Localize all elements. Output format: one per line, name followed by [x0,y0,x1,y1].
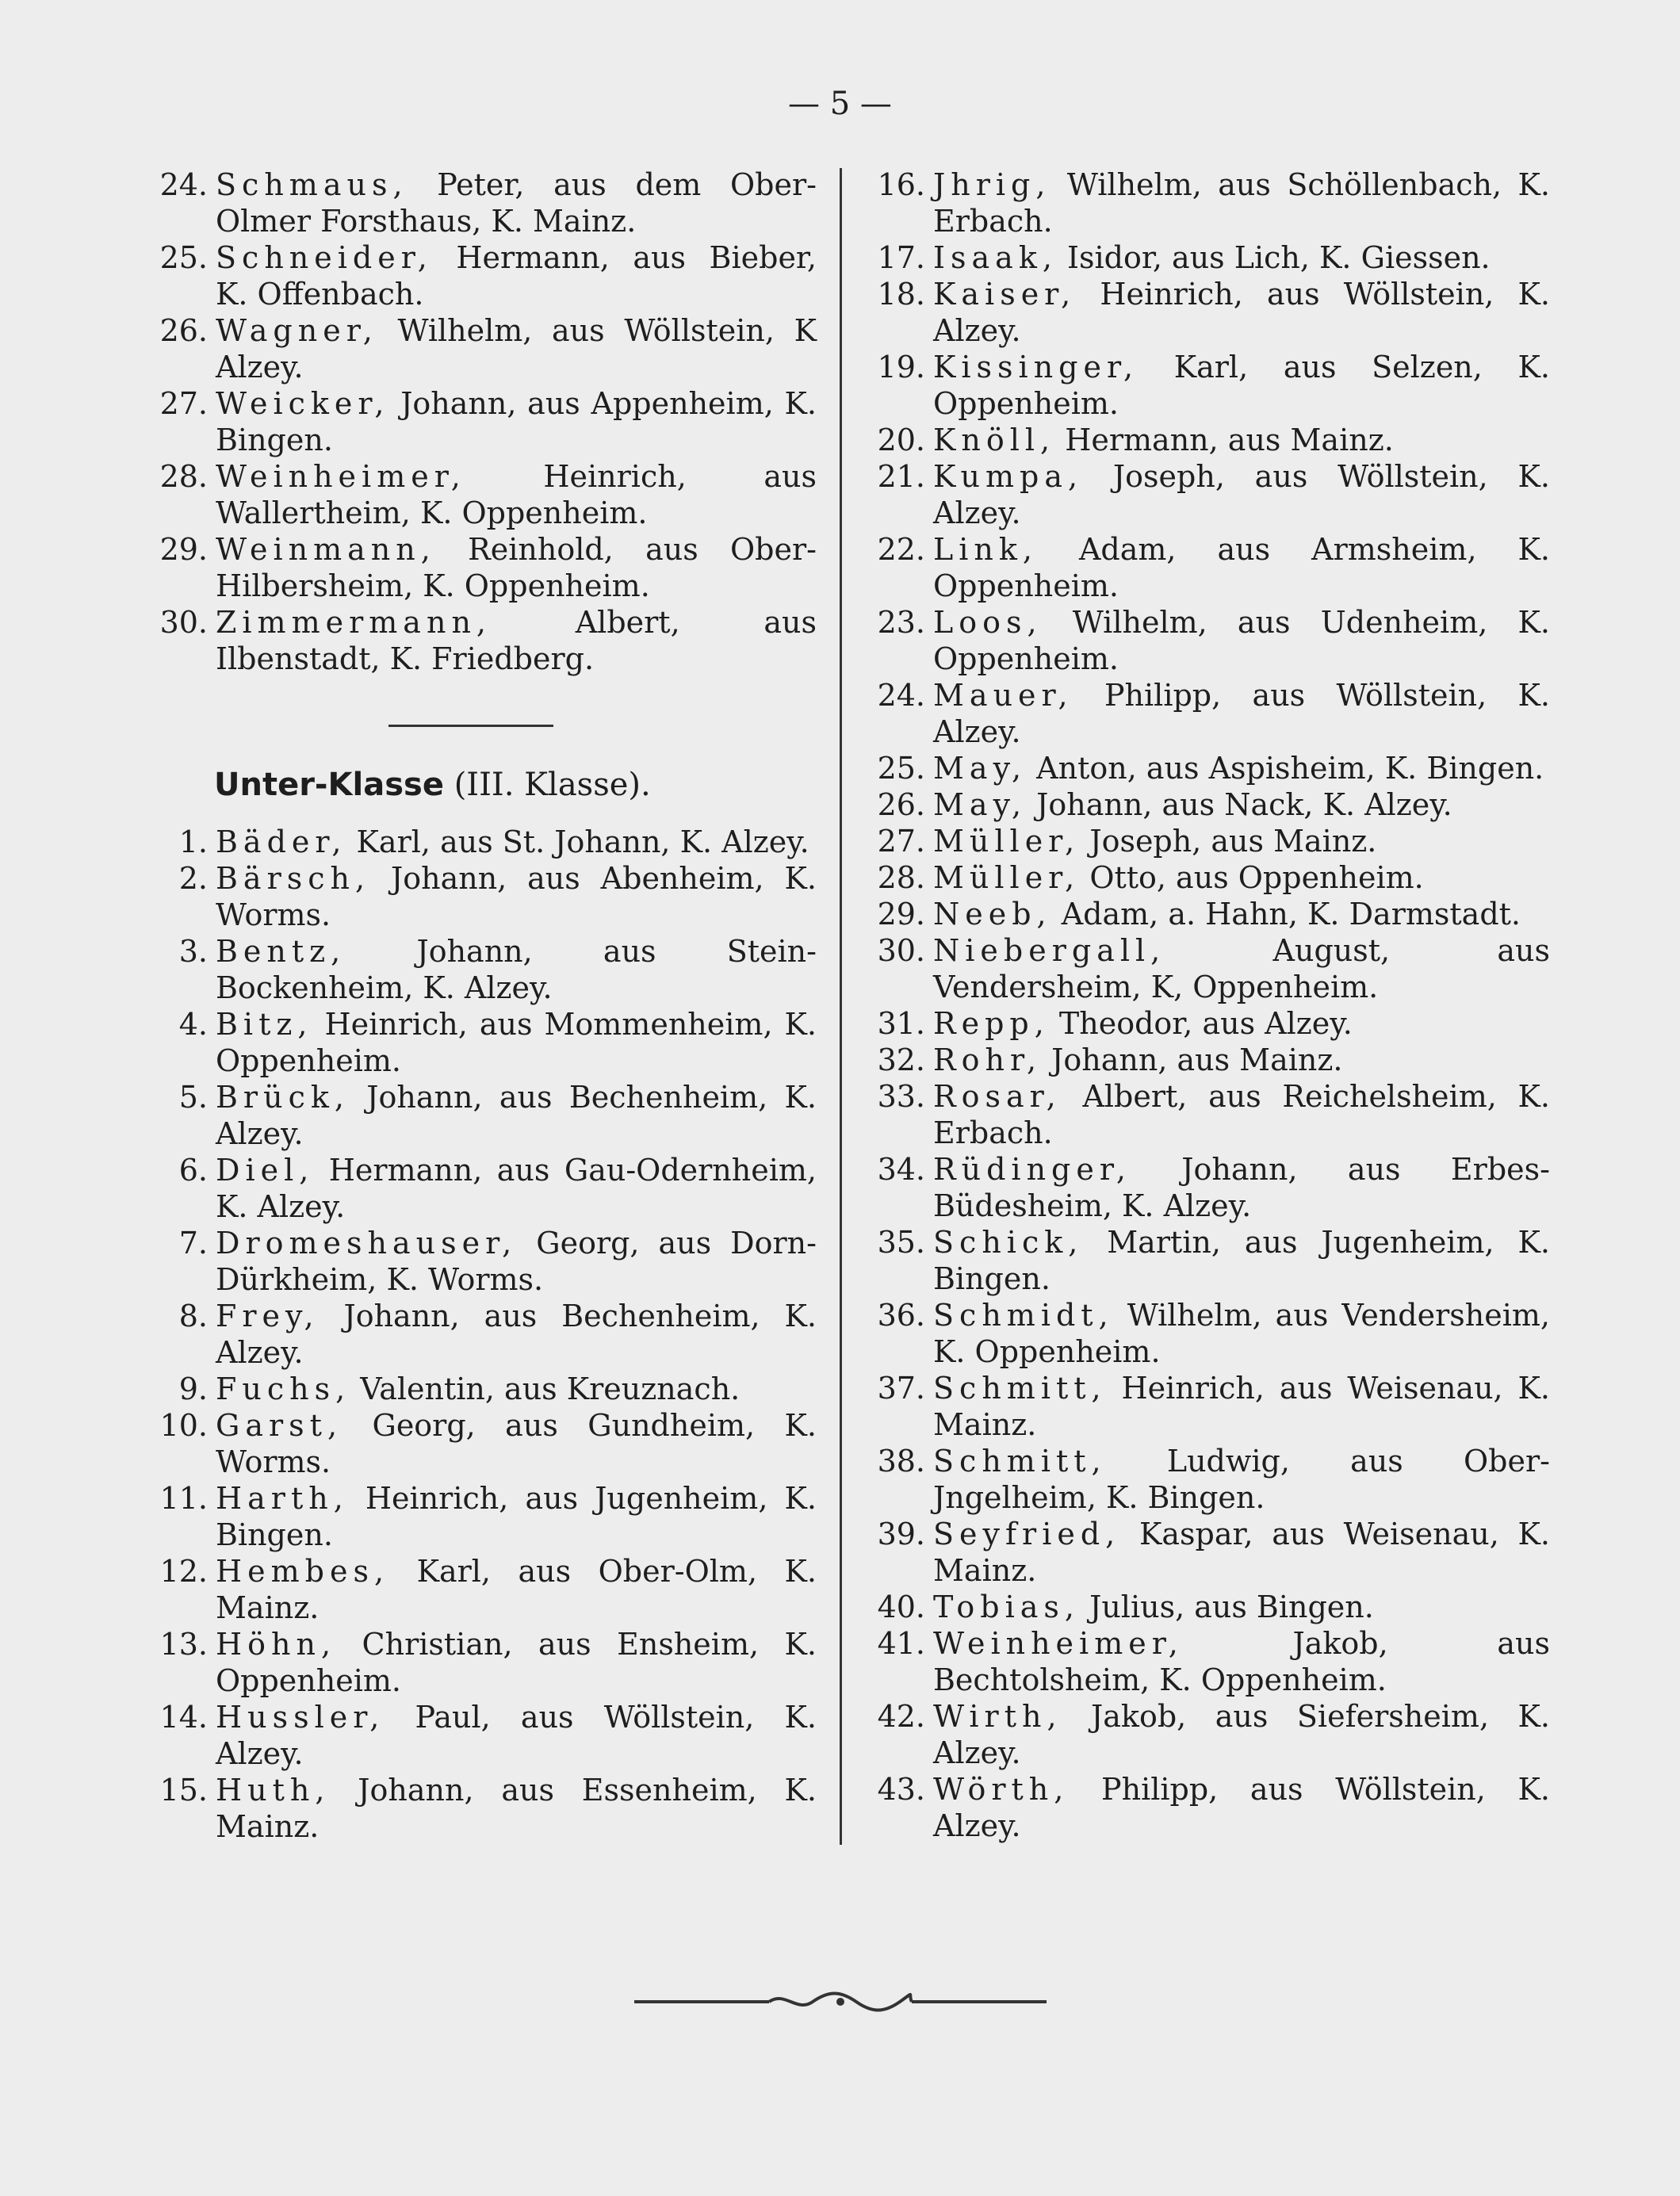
entry-number: 26. [877,787,925,822]
student-details: Martin, aus Jugenheim, K. Bingen. [933,1225,1550,1296]
student-surname: May, [933,787,1028,822]
student-surname: Weicker, [216,386,390,421]
student-details: Heinrich, aus Wöllstein, K. Alzey. [933,277,1550,348]
student-surname: Huth, [216,1773,331,1808]
student-details: Kaspar, aus Weisenau, K. Mainz. [933,1517,1550,1588]
list-item [151,1152,817,1225]
list-item [868,932,1550,1005]
list-item [868,166,1550,239]
student-surname: Hussler, [216,1700,385,1735]
student-surname: Isaak, [933,240,1058,275]
entry-number: 30. [877,933,925,968]
entry-number: 13. [159,1627,208,1662]
student-surname: Bäder, [216,824,347,859]
entry-number: 2. [178,861,208,896]
student-surname: Rüdinger, [933,1152,1131,1187]
list-item [868,276,1550,349]
list-item [151,860,817,933]
list-item [868,458,1550,531]
student-surname: Kumpa, [933,459,1084,494]
student-surname: Kaiser, [933,277,1077,312]
list-item [151,385,817,458]
page-number: — 5 — [788,86,892,122]
list-item [151,1772,817,1845]
section-divider-rule [388,725,553,727]
student-surname: Frey, [216,1299,320,1333]
list-item [151,458,817,531]
student-surname: Höhn, [216,1627,337,1662]
student-details: Heinrich, aus Jugenheim, K. Bingen. [216,1481,817,1552]
student-surname: Bärsch, [216,861,371,896]
entry-number: 26. [159,313,208,348]
entry-number: 24. [877,678,925,713]
student-details: Reinhold, aus Ober-Hilbersheim, K. Oppenheim. [216,532,817,603]
student-surname: Repp, [933,1006,1050,1041]
list-item [868,1297,1550,1370]
list-item [151,824,817,860]
student-surname: Weinmann, [216,532,436,567]
list-item [868,896,1550,932]
list-item [868,786,1550,823]
student-details: Johann, aus Essenheim, K. Mainz. [216,1773,817,1844]
student-details: Hermann, aus Bieber, K. Offenbach. [216,240,817,312]
entry-number: 34. [877,1152,925,1187]
list-item [151,1298,817,1371]
entry-number: 27. [159,386,208,421]
list-item [868,1078,1550,1151]
student-details: Theodor, aus Alzey. [1049,1006,1353,1041]
entry-number: 37. [877,1371,925,1406]
entry-number: 38. [877,1444,925,1479]
student-details: Hermann, aus Gau-Odernheim, K. Alzey. [216,1153,817,1224]
student-surname: Dromeshauser, [216,1226,518,1261]
entry-number: 42. [877,1699,925,1734]
student-details: Valentin, aus Kreuznach. [350,1372,741,1406]
entry-number: 40. [877,1590,925,1624]
list-item [151,1225,817,1298]
student-details: Philipp, aus Wöllstein, K. Alzey. [933,1772,1550,1843]
entry-number: 29. [877,897,925,932]
student-details: Johann, aus Appenheim, K. Bingen. [216,386,817,457]
list-item [868,859,1550,896]
entry-number: 7. [178,1226,208,1261]
student-surname: Schmitt, [933,1371,1107,1406]
student-details: Paul, aus Wöllstein, K. Alzey. [216,1700,817,1771]
entry-number: 39. [877,1517,925,1551]
student-details: Heinrich, aus Wallertheim, K. Oppenheim. [216,459,817,530]
student-surname: Wirth, [933,1699,1062,1734]
student-details: Georg, aus Gundheim, K. Worms. [216,1408,817,1479]
list-item [868,1625,1550,1698]
list-item [868,531,1550,604]
list-item [868,1771,1550,1844]
student-details: Adam, aus Armsheim, K. Oppenheim. [933,532,1550,603]
entry-number: 1. [178,824,208,859]
entry-number: 12. [159,1554,208,1589]
student-surname: Zimmermann, [216,605,492,640]
student-details: Johann, aus Stein-Bockenheim, K. Alzey. [216,934,817,1005]
student-details: Jakob, aus Bechtolsheim, K. Oppenheim. [933,1626,1550,1697]
student-surname: Schmaus, [216,167,408,202]
student-surname: Bitz, [216,1007,313,1042]
entry-number: 28. [877,860,925,895]
entry-number: 28. [159,459,208,494]
list-item [151,1006,817,1079]
entry-number: 9. [178,1372,208,1406]
list-item [868,349,1550,422]
list-item [151,1079,817,1152]
list-item [868,1005,1550,1042]
student-details: Wilhelm, aus Vendersheim, K. Oppenheim. [933,1298,1550,1369]
list-item [868,823,1550,859]
entry-number: 4. [178,1007,208,1042]
list-item [868,422,1550,458]
list-item [151,312,817,385]
student-surname: Weinheimer, [216,459,466,494]
entry-number: 5. [178,1080,208,1115]
student-details: Joseph, aus Mainz. [1080,824,1377,859]
student-details: Karl, aus Ober-Olm, K. Mainz. [216,1554,817,1625]
student-surname: Seyfried, [933,1517,1121,1551]
entry-number: 18. [877,277,925,312]
student-list-lower-class [151,824,817,1845]
student-surname: Müller, [933,860,1081,895]
student-surname: Niebergall, [933,933,1166,968]
entry-number: 24. [159,167,208,202]
list-item [151,1553,817,1626]
list-item [151,604,817,677]
student-details: Albert, aus Reichelsheim, K. Erbach. [933,1079,1550,1150]
student-surname: Harth, [216,1481,349,1516]
student-surname: Schneider, [216,240,433,275]
student-details: Anton, aus Aspisheim, K. Bingen. [1027,751,1544,786]
ornament-flourish [634,1986,1047,2018]
student-details: Johann, aus Nack, K. Alzey. [1027,787,1452,822]
student-surname: Weinheimer, [933,1626,1184,1661]
list-item [868,1151,1550,1224]
entry-number: 41. [877,1626,925,1661]
student-surname: Diel, [216,1153,315,1188]
student-details: Johann, aus Abenheim, K. Worms. [216,861,817,932]
list-item [151,166,817,239]
entry-number: 30. [159,605,208,640]
student-details: Johann, aus Bechenheim, K. Alzey. [216,1299,817,1370]
student-details: Christian, aus Ensheim, K. Oppenheim. [216,1627,817,1698]
list-item [151,1626,817,1699]
entry-number: 8. [178,1299,208,1333]
student-surname: Loos, [933,605,1043,640]
student-surname: Link, [933,532,1038,567]
student-details: Otto, aus Oppenheim. [1080,860,1424,895]
section-subheading: (III. Klasse). [443,767,651,803]
student-details: Johann, aus Bechenheim, K. Alzey. [216,1080,817,1151]
student-surname: Rohr, [933,1043,1043,1077]
list-item [868,1589,1550,1625]
student-surname: Garst, [216,1408,343,1443]
student-surname: Fuchs, [216,1372,351,1406]
student-surname: Hembes, [216,1554,390,1589]
student-surname: Wagner, [216,313,378,348]
entry-number: 14. [159,1700,208,1735]
entry-number: 17. [877,240,925,275]
student-details: Wilhelm, aus Schöllenbach, K. Erbach. [933,167,1550,239]
student-details: Johann, aus Mainz. [1042,1043,1343,1077]
entry-number: 32. [877,1043,925,1077]
student-details: Johann, aus Erbes-Büdesheim, K. Alzey. [933,1152,1550,1223]
student-surname: Neeb, [933,897,1052,932]
student-details: Georg, aus Dorn-Dürkheim, K. Worms. [216,1226,817,1297]
student-surname: Brück, [216,1080,350,1115]
list-item [868,1443,1550,1516]
entry-number: 22. [877,532,925,567]
entry-number: 15. [159,1773,208,1808]
entry-number: 19. [877,350,925,384]
column-divider [840,168,842,1845]
student-details: Heinrich, aus Weisenau, K. Mainz. [933,1371,1550,1442]
student-surname: Schmitt, [933,1444,1107,1479]
entry-number: 21. [877,459,925,494]
student-surname: Tobias, [933,1590,1080,1624]
student-details: August, aus Vendersheim, K, Oppenheim. [933,933,1550,1004]
entry-number: 6. [178,1153,208,1188]
entry-number: 43. [877,1772,925,1807]
section-heading: Unter-Klasse [214,767,444,803]
list-item [151,1407,817,1480]
entry-number: 23. [877,605,925,640]
entry-number: 16. [877,167,925,202]
list-item [868,604,1550,677]
student-details: Joseph, aus Wöllstein, K. Alzey. [933,459,1550,530]
list-item [868,239,1550,276]
student-surname: Rosar, [933,1079,1062,1114]
list-item [868,1224,1550,1297]
entry-number: 27. [877,824,925,859]
section-title [214,767,817,803]
list-item [868,677,1550,750]
entry-number: 11. [159,1481,208,1516]
student-surname: Müller, [933,824,1081,859]
student-details: Heinrich, aus Mommenheim, K. Oppenheim. [216,1007,817,1078]
student-surname: Schick, [933,1225,1084,1260]
student-surname: Mauer, [933,678,1073,713]
student-details: Julius, aus Bingen. [1080,1590,1374,1624]
entry-number: 29. [159,532,208,567]
student-surname: Wörth, [933,1772,1070,1807]
list-item [868,750,1550,786]
left-column [151,166,817,1845]
entry-number: 20. [877,423,925,457]
student-details: Wilhelm, aus Udenheim, K. Oppenheim. [933,605,1550,676]
student-surname: Jhrig, [933,167,1051,202]
student-details: Peter, aus dem Ober-Olmer Forsthaus, K. Mainz. [216,167,817,239]
student-details: Adam, a. Hahn, K. Darmstadt. [1051,897,1521,932]
entry-number: 31. [877,1006,925,1041]
list-item [151,933,817,1006]
entry-number: 10. [159,1408,208,1443]
student-details: Ludwig, aus Ober-Jngelheim, K. Bingen. [933,1444,1550,1515]
student-list-upper-class [151,166,817,677]
student-surname: Kissinger, [933,350,1139,384]
student-surname: May, [933,751,1028,786]
student-details: Jakob, aus Siefersheim, K. Alzey. [933,1699,1550,1770]
student-details: Hermann, aus Mainz. [1055,423,1394,457]
entry-number: 25. [159,240,208,275]
entry-number: 3. [178,934,208,969]
student-surname: Bentz, [216,934,346,969]
student-details: Albert, aus Ilbenstadt, K. Friedberg. [216,605,817,676]
entry-number: 36. [877,1298,925,1333]
list-item [868,1698,1550,1771]
list-item [151,239,817,312]
list-item [868,1042,1550,1078]
entry-number: 33. [877,1079,925,1114]
right-column [868,166,1550,1844]
student-details: Karl, aus St. Johann, K. Alzey. [346,824,809,859]
student-surname: Schmidt, [933,1298,1114,1333]
entry-number: 35. [877,1225,925,1260]
list-item [151,1371,817,1407]
student-details: Philipp, aus Wöllstein, K. Alzey. [933,678,1550,749]
student-details: Wilhelm, aus Wöllstein, K Alzey. [216,313,817,384]
list-item [151,1699,817,1772]
list-item [868,1370,1550,1443]
student-details: Isidor, aus Lich, K. Giessen. [1057,240,1491,275]
list-item [151,531,817,604]
list-item [868,1516,1550,1589]
student-details: Karl, aus Selzen, K. Oppenheim. [933,350,1550,421]
student-list-lower-class-continued [868,166,1550,1844]
list-item [151,1480,817,1553]
student-surname: Knöll, [933,423,1056,457]
entry-number: 25. [877,751,925,786]
